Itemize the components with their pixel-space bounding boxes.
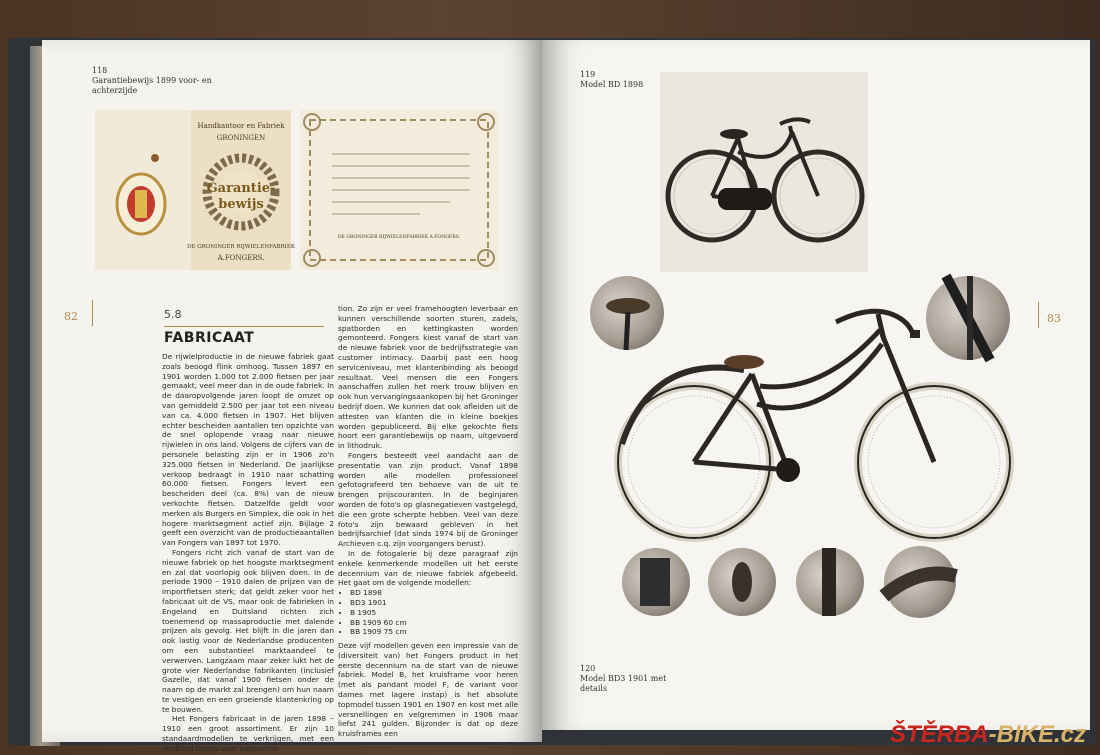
paragraph: Het Fongers fabricaat in de jaren 1898 – 1910 een groot assortiment. Er zijn 10 standaardmodellen te verkrijgen, met een veelheid opties voor customiza- bbox=[162, 714, 334, 753]
caption-text: Garantiebewijs 1899 voor- en achterzijde bbox=[92, 76, 212, 95]
certificate-front-image bbox=[95, 110, 295, 270]
right-page bbox=[542, 40, 1090, 730]
paragraph: tion. Zo zijn er veel framehoogten leverbaar en kunnen verschillende soorten sturen, zadels, spatborden en kettingkasten worden gemonteerd. Fongers kiest vanaf de start van de nieuwe fabriek voor de bedrijfsstrategie van customer intimacy. Daarbij past een hoog serviceniveau, met klantenbinding als beoogd resultaat. Veel mensen die een Fongers aanschaffen zullen het merk trouw blijven en ook hun vervangingsaankopen bij het Groninger bedrijf doen. We kunnen dat ook afleiden uit de attesten van klanten die in kleine boekjes worden gepubliceerd. Bij elke gekochte fiets hoort een garantiebewijs op naam, uitgevoerd in lithodruk. bbox=[338, 304, 518, 451]
certificate-title-2: bewijs bbox=[218, 197, 264, 212]
list-item: • BB 1909 75 cm bbox=[350, 627, 518, 637]
detail-photo-hub bbox=[622, 548, 690, 616]
detail-photo-lug bbox=[884, 546, 956, 618]
text-column-2 bbox=[338, 304, 518, 738]
certificate-owner: A.FONGERS. bbox=[217, 254, 265, 262]
paragraph: De rijwielproductie in de nieuwe fabriek gaat zoals beoogd flink omhoog. Tussen 1897 en 1901 worden 1.000 tot 2.000 fietsen per jaar gemaakt, veel meer dan in de oude fabriek. In de daaropvolgende jaren loopt de omzet op van gemiddeld 2.500 per jaar tot een niveau van ca. 4.000 fietsen in 1907. Het blijven echter bescheiden aantallen ten opzichte van de snel oplopende vraag naar nieuwe rijwielen in ons land. Volgens de cijfers van de personele belasting zijn er in 1906 zo'n 325.000 fietsen in Nederland. De jaarlijkse verkoop bedraagt in 1910 naar schatting 60.000 fietsen. Fongers levert een bescheiden deel (ca. 8%) van de nieuw verkochte fietsen. Datzelfde geldt voor merken als Burgers en Simplex, die ook in het hogere marktsegment actief zijn. Bijlage 2 geeft een overzicht van de productieaantallen van Fongers van 1897 tot 1970. bbox=[162, 352, 334, 548]
watermark-logo bbox=[890, 721, 1086, 749]
certificate-back-company: DE GRONINGER RIJWIELENFABRIEK A.FONGERS. bbox=[337, 235, 461, 240]
certificate-company: DE GRONINGER RIJWIELENFABRIEK bbox=[187, 244, 295, 250]
paragraph: In de fotogalerie bij deze paragraaf zijn enkele kenmerkende modellen uit het eerste decennium van de nieuwe fabriek afgebeeld. Het gaat om de volgende modellen: bbox=[338, 548, 518, 588]
section-title: FABRICAAT bbox=[164, 330, 255, 346]
list-item: • BD3 1901 bbox=[350, 598, 518, 608]
certificate-heading: Handkantoor en Fabriek bbox=[197, 122, 285, 130]
certificate-city: GRONINGEN bbox=[216, 134, 266, 142]
caption-number: 118 bbox=[92, 66, 108, 75]
paragraph: Deze vijf modellen geven een impressie van de (diversiteit van) het Fongers product in het eerste decennium na de start van de nieuwe fabriek. Model B, het kruisframe voor heren (met als pandant model F, de variant voor dames met lagere instap) is het absolute topmodel tussen 1901 en 1907 en kost met alle versnellingen en velgremmen in 1906 maar liefst 241 gulden. Bijzonder is dat op deze kruisframes een bbox=[338, 641, 518, 739]
caption-118 bbox=[92, 66, 212, 96]
page-number-right: 83 bbox=[1047, 312, 1061, 325]
caption-text: Model BD3 1901 met details bbox=[580, 674, 667, 693]
list-item: • B 1905 bbox=[350, 608, 518, 618]
text-column-1 bbox=[162, 352, 334, 753]
caption-text: Model BD 1898 bbox=[580, 80, 644, 89]
detail-photo-fork bbox=[796, 548, 864, 616]
paragraph: Fongers richt zich vanaf de start van de nieuwe fabriek op het hoogste marktsegment en zal dat voorlopig ook blijven doen. In de periode 1900 – 1910 dalen de prijzen van de importfietsen sterk; dat geldt zeker voor het fabricaat uit de VS, maar ook de fabrieken in Engeland en Duitsland richten zich toenemend op massaproductie met dalende prijzen als gevolg. Het blijft in die jaren dan ook lastig voor de Nederlandse producenten om een substantieel marktaandeel te verwerven. Langzaam maar zeker lukt het de grote vier Nederlandse fabrikanten (inclusief Gazelle, dat vanaf 1900 fietsen onder de naam op de markt zal brengen) om hun naam te vestigen en een groeiende klantenkring op te bouwen. bbox=[162, 547, 334, 714]
certificate-title-1: Garantie- bbox=[206, 181, 276, 196]
section-rule bbox=[164, 326, 324, 327]
caption-number: 120 bbox=[580, 664, 596, 673]
paragraph: Fongers besteedt veel aandacht aan de presentatie van zijn product. Vanaf 1898 worden alle modellen professioneel gefotografeerd ten behoeve van de uit te brengen prijscouranten. In de beginjaren worden de foto's op glasnegatieven vastgelegd, die een grote scherpte hebben. Veel van deze foto's zijn bewaard gebleven in het bedrijfsarchief (dat sinds 1974 bij de Groninger Archieven c.q. zijn voorgangers berust). bbox=[338, 450, 518, 549]
section-number: 5.8 bbox=[164, 308, 182, 321]
bicycle-photo-bd-1898 bbox=[660, 72, 868, 272]
caption-120 bbox=[580, 664, 670, 694]
certificate-back-image bbox=[300, 110, 498, 270]
page-number-left: 82 bbox=[64, 310, 78, 323]
caption-number: 119 bbox=[580, 70, 596, 79]
detail-photo-brake bbox=[708, 548, 776, 616]
watermark-part2: -BIKE.cz bbox=[988, 721, 1086, 748]
bicycle-photo-bd3-1901 bbox=[592, 274, 1022, 544]
caption-119 bbox=[580, 70, 643, 90]
list-item: • BB 1909 60 cm bbox=[350, 618, 518, 628]
page-number-rule bbox=[92, 300, 93, 326]
watermark-part1: ŠTĚRBA bbox=[889, 721, 989, 748]
page-number-rule bbox=[1038, 302, 1039, 328]
list-item: • BD 1898 bbox=[350, 588, 518, 598]
left-page bbox=[42, 40, 542, 753]
models-list bbox=[338, 588, 518, 637]
